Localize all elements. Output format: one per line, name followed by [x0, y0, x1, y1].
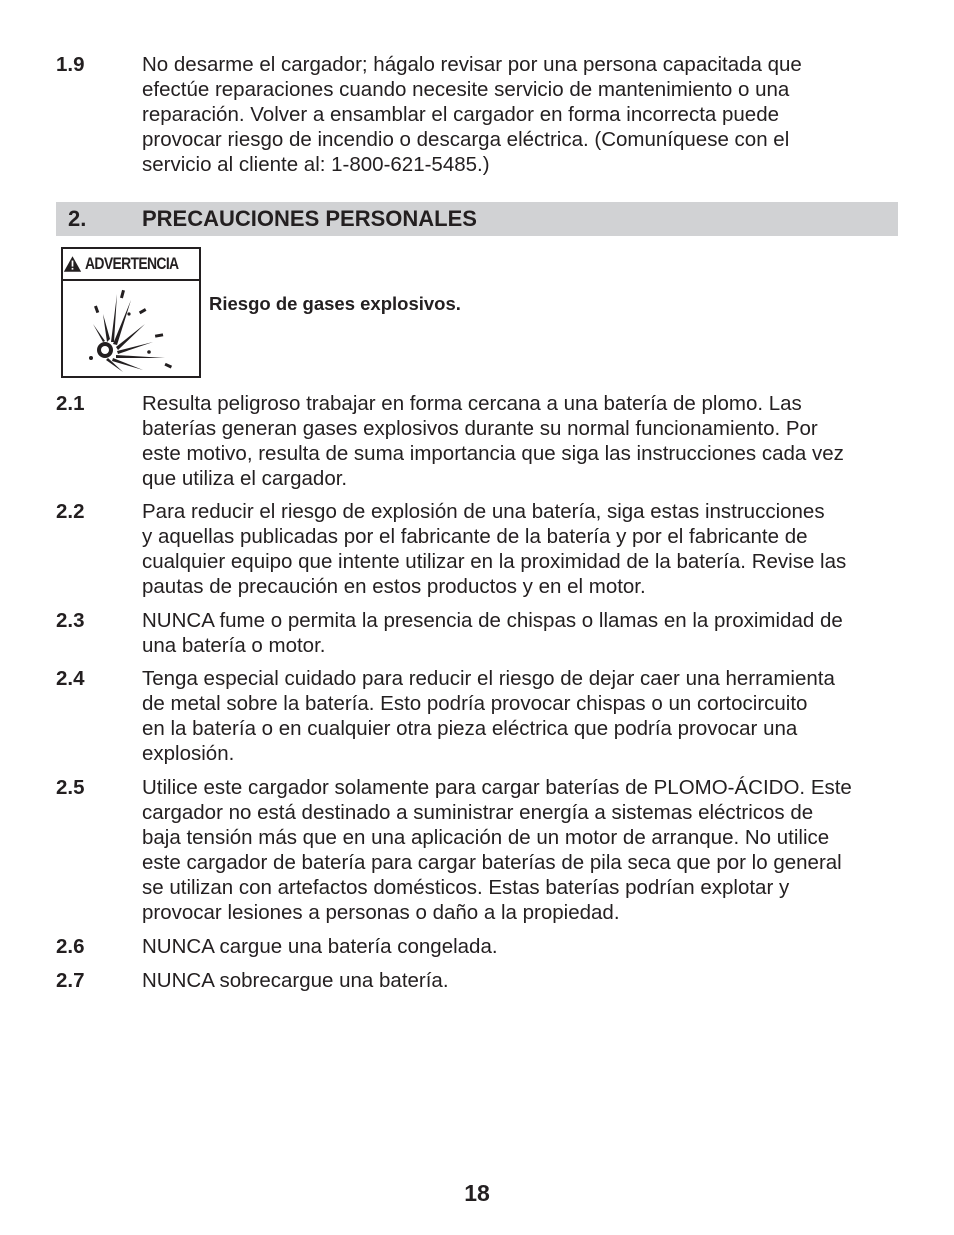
text-line: servicio al cliente al: 1-800-621-5485.)	[142, 153, 490, 176]
text-line: Para reducir el riesgo de explosión de una batería, siga estas instrucciones	[142, 500, 825, 523]
item-2-2	[56, 499, 898, 599]
item-text	[142, 968, 898, 993]
text-line: que utiliza el cargador.	[142, 467, 348, 490]
page-number: 18	[464, 1180, 490, 1206]
warning-triangle-icon	[63, 254, 82, 274]
text-line: cargador no está destinado a suministrar energía a sistemas eléctricos de	[142, 801, 814, 824]
item-text	[142, 499, 898, 599]
item-2-7	[56, 968, 898, 993]
item-text	[142, 608, 898, 658]
warning-sign	[61, 247, 201, 378]
item-number: 2.5	[56, 776, 85, 799]
item-2-4	[56, 666, 898, 766]
text-line: se utilizan con artefactos domésticos. Estas baterías podrían explotar y	[142, 876, 790, 899]
item-text	[142, 52, 898, 177]
item-2-6	[56, 934, 898, 959]
item-text	[142, 391, 898, 491]
text-line: provocar lesiones a personas o daño a la propiedad.	[142, 901, 620, 924]
item-1-9	[56, 52, 898, 177]
text-line: explosión.	[142, 742, 235, 765]
section-number: 2.	[68, 206, 87, 231]
item-2-5	[56, 775, 898, 925]
text-line: Resulta peligroso trabajar en forma cercana a una batería de plomo. Las	[142, 392, 802, 415]
item-number: 2.7	[56, 969, 85, 992]
text-line: baterías generan gases explosivos durante su normal funcionamiento. Por	[142, 417, 818, 440]
item-number: 2.1	[56, 392, 85, 415]
explosion-icon	[83, 284, 179, 374]
item-number: 2.4	[56, 667, 85, 690]
text-line: de metal sobre la batería. Esto podría provocar chispas o un cortocircuito	[142, 692, 808, 715]
item-2-3	[56, 608, 898, 658]
hazard-text: Riesgo de gases explosivos.	[209, 293, 461, 314]
item-number: 2.6	[56, 935, 85, 958]
text-line: NUNCA cargue una batería congelada.	[142, 935, 498, 958]
warning-header	[63, 249, 199, 281]
item-2-1	[56, 391, 898, 491]
text-line: este cargador de batería para cargar baterías de pila seca que por lo general	[142, 851, 842, 874]
item-text	[142, 666, 898, 766]
text-line: pautas de precaución en estos productos y en el motor.	[142, 575, 646, 598]
item-text	[142, 934, 898, 959]
section-title: PRECAUCIONES PERSONALES	[142, 206, 477, 231]
text-line: y aquellas publicadas por el fabricante de la batería y por el fabricante de	[142, 525, 808, 548]
item-number: 1.9	[56, 53, 85, 76]
text-line: en la batería o en cualquier otra pieza eléctrica que podría provocar una	[142, 717, 798, 740]
text-line: No desarme el cargador; hágalo revisar por una persona capacitada que	[142, 53, 802, 76]
text-line: NUNCA sobrecargue una batería.	[142, 969, 449, 992]
text-line: reparación. Volver a ensamblar el cargador en forma incorrecta puede	[142, 103, 779, 126]
text-line: Tenga especial cuidado para reducir el riesgo de dejar caer una herramienta	[142, 667, 835, 690]
text-line: baja tensión más que en una aplicación de un motor de arranque. No utilice	[142, 826, 830, 849]
text-line: NUNCA fume o permita la presencia de chispas o llamas en la proximidad de	[142, 609, 843, 632]
text-line: cualquier equipo que intente utilizar en la proximidad de la batería. Revise las	[142, 550, 847, 573]
item-text	[142, 775, 898, 925]
text-line: este motivo, resulta de suma importancia que siga las instrucciones cada vez	[142, 442, 844, 465]
text-line: efectúe reparaciones cuando necesite servicio de mantenimiento o una	[142, 78, 790, 101]
item-number: 2.2	[56, 500, 85, 523]
section-header	[56, 202, 898, 236]
warning-label: ADVERTENCIA	[85, 254, 179, 273]
item-number: 2.3	[56, 609, 85, 632]
text-line: una batería o motor.	[142, 634, 326, 657]
text-line: Utilice este cargador solamente para cargar baterías de PLOMO-ÁCIDO. Este	[142, 776, 852, 799]
text-line: provocar riesgo de incendio o descarga eléctrica. (Comuníquese con el	[142, 128, 790, 151]
